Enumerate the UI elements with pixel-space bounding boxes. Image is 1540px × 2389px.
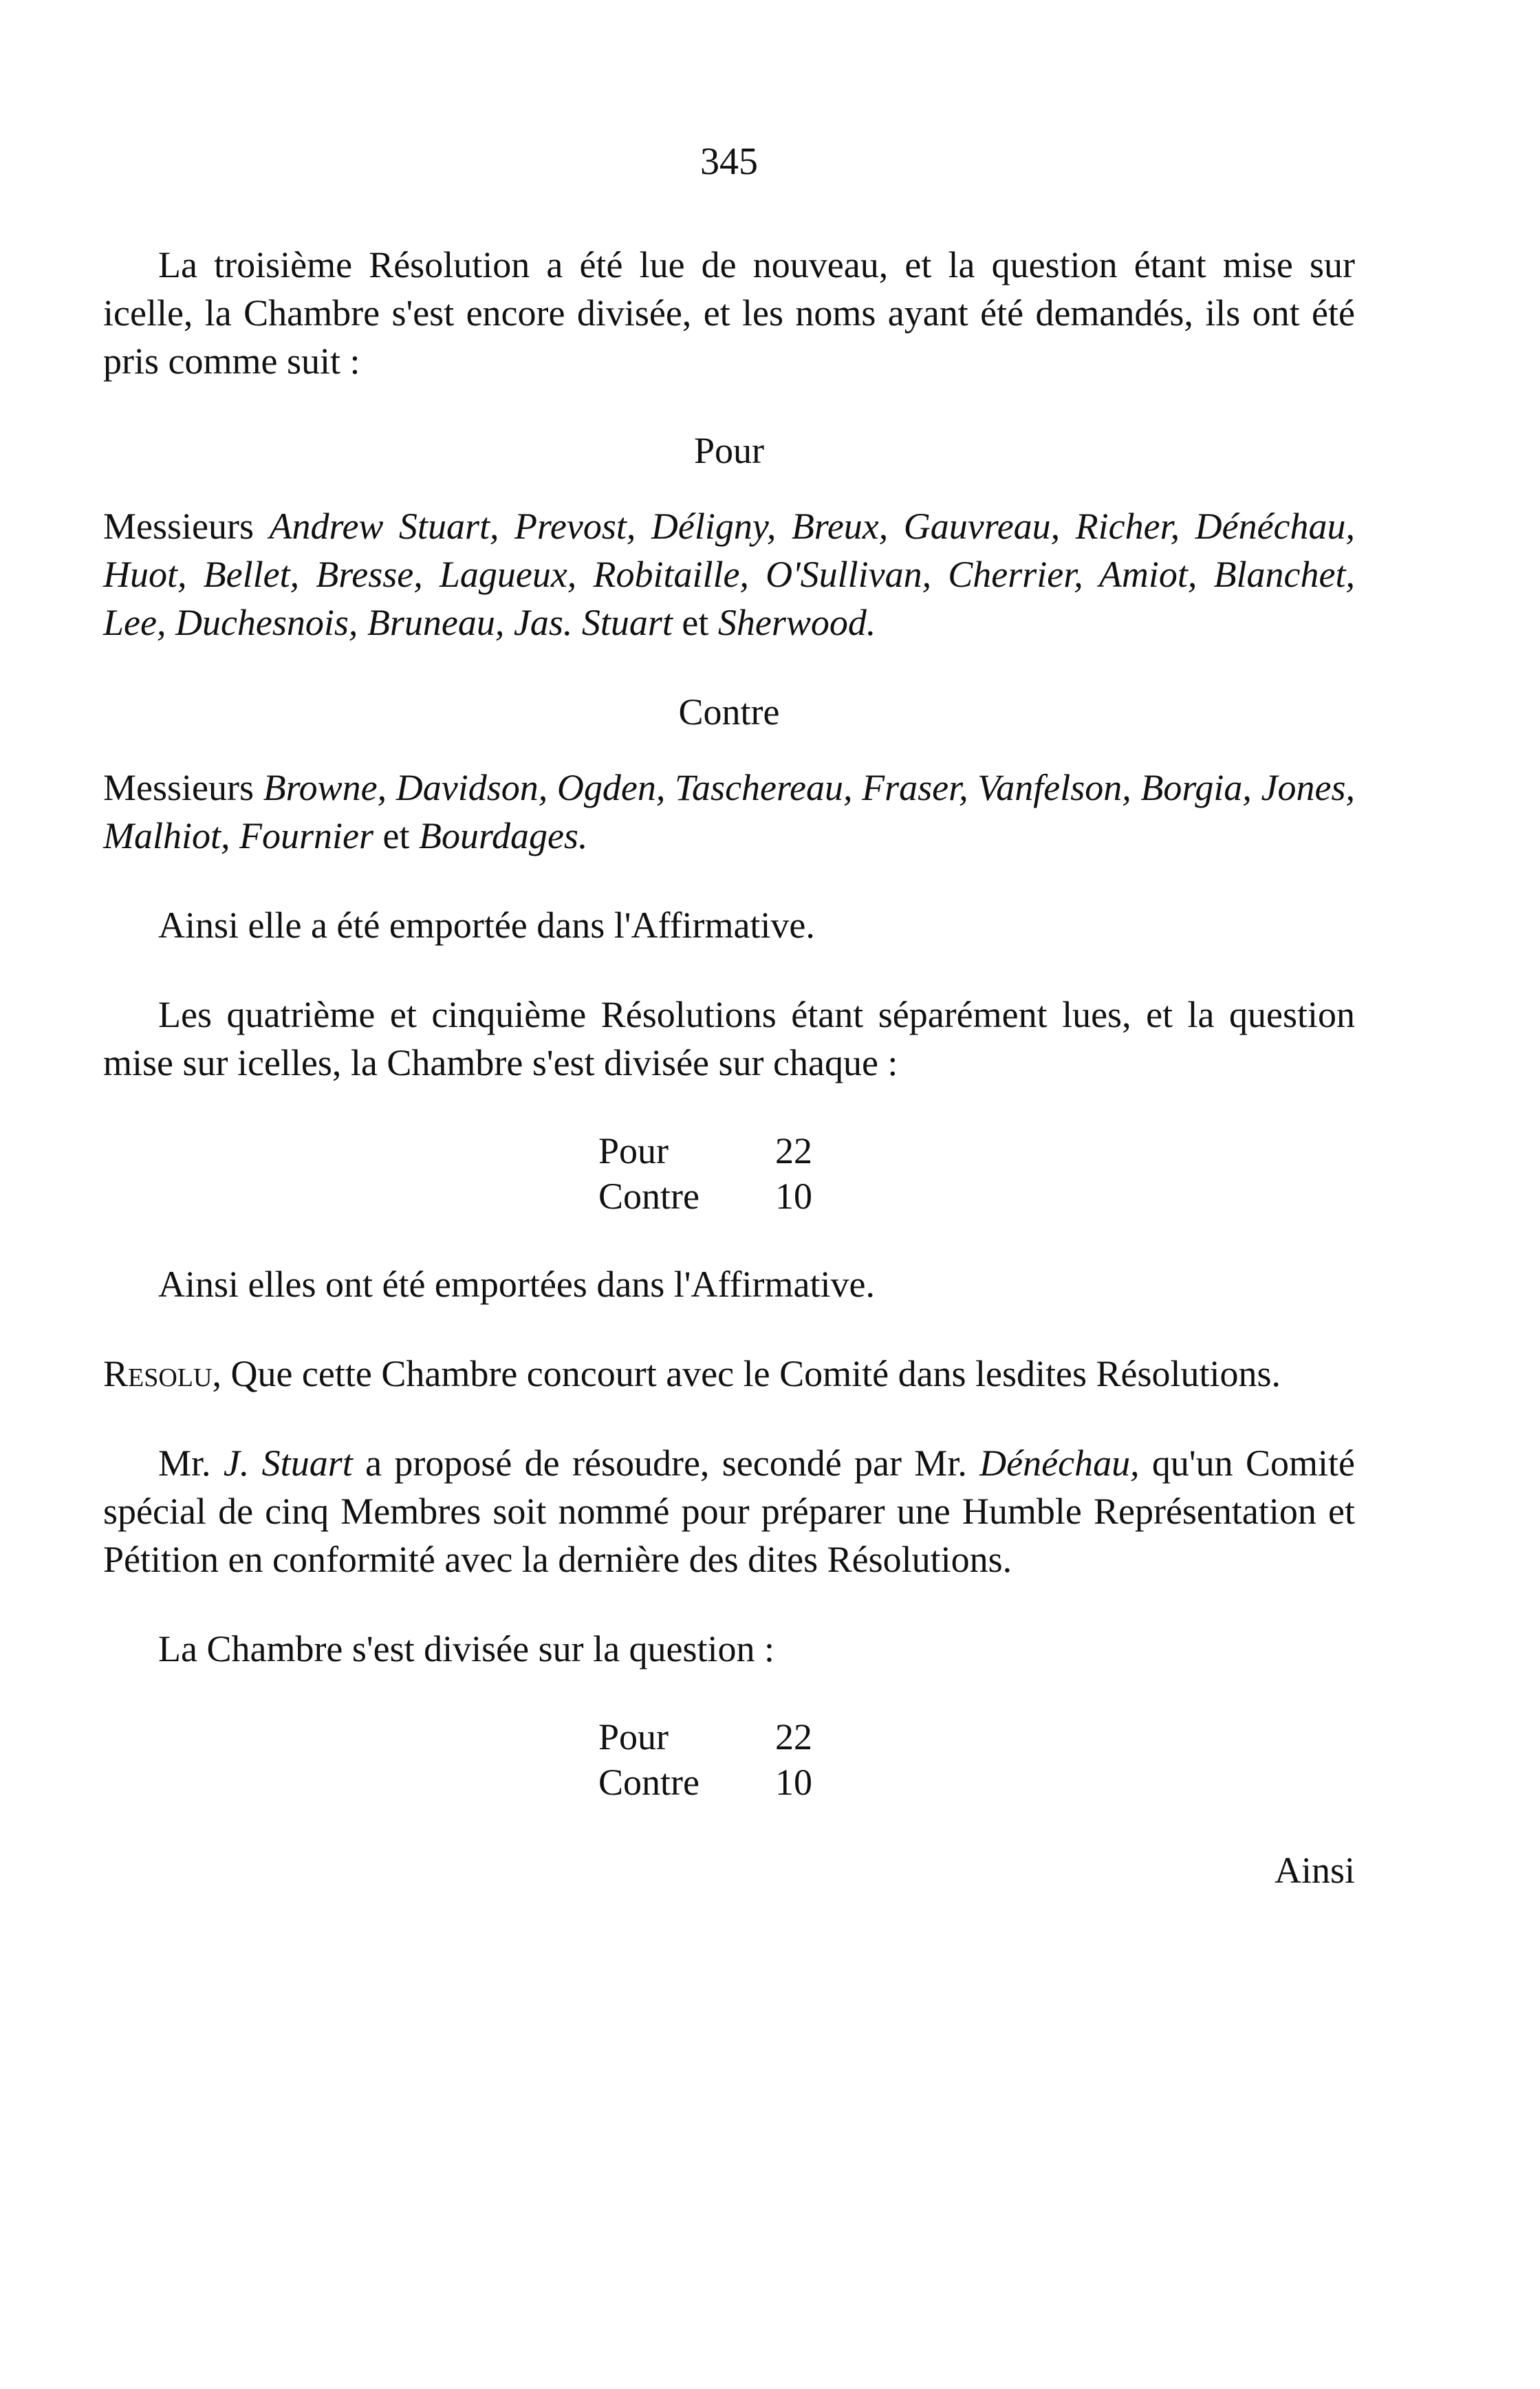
contre-names-list: [103, 764, 1355, 860]
pour-names: Andrew Stuart, Prevost, Déligny, Breux, Gauvreau, Richer, Dénéchau, Huot, Bellet, Bresse, Lagueux, Robitaille, O'Sullivan, Cherrier, Amiot, Blanchet, Lee, Duchesnois, Bruneau, Jas. Stuart: [103, 506, 1355, 643]
contre-last-name: Bourdages.: [418, 815, 588, 856]
contre-prefix: Messieurs: [103, 767, 254, 808]
pour-last-name: Sherwood.: [717, 602, 876, 643]
vote-label: Pour: [598, 1716, 669, 1758]
vote-value: 22: [774, 1716, 812, 1758]
vote-table-1: [598, 1128, 840, 1219]
pour-names-list: [103, 502, 1355, 647]
resolu-text: Que cette Chambre concourt avec le Comité dans lesdites Résolutions.: [230, 1353, 1281, 1394]
vote-table-2: [598, 1714, 840, 1805]
contre-heading: Contre: [678, 691, 780, 733]
contre-names: Browne, Davidson, Ogden, Taschereau, Fraser, Vanfelson, Borgia, Jones, Malhiot, Fournier: [103, 767, 1355, 856]
vote-value: 22: [774, 1130, 812, 1171]
pour-heading: Pour: [693, 430, 764, 471]
pour-prefix: Messieurs: [103, 506, 254, 547]
paragraph-motion: [103, 1439, 1355, 1583]
catchword: Ainsi: [1274, 1850, 1355, 1891]
paragraph-third-resolution: La troisième Résolution a été lue de nouveau, et la question étant mise sur icelle, la Chambre s'est encore divisée, et les noms ayant été demandés, ils ont été pris comme suit :: [103, 244, 1355, 382]
page-number: 345: [700, 140, 758, 183]
paragraph-affirmative-1: Ainsi elle a été emportée dans l'Affirmative.: [158, 905, 815, 946]
vote-value: 10: [774, 1176, 812, 1217]
motion-rest: qu'un Comité spécial de cinq Membres soit nommé pour préparer une Humble Représentation et Pétition en conformité avec la dernière des dites Résolutions.: [103, 1442, 1355, 1580]
contre-conj: et: [382, 815, 410, 856]
resolu-label: Resolu,: [103, 1353, 221, 1394]
vote-label: Pour: [598, 1130, 669, 1171]
vote-label: Contre: [598, 1176, 699, 1217]
paragraph-division: La Chambre s'est divisée sur la question :: [158, 1628, 775, 1669]
vote-row-pour: [598, 1714, 840, 1760]
motion-mover: J. Stuart: [223, 1442, 353, 1484]
document-page: [103, 138, 1355, 1894]
paragraph-affirmative-2: Ainsi elles ont été emportées dans l'Affirmative.: [158, 1264, 875, 1305]
motion-mid: a proposé de résoudre, secondé par Mr.: [365, 1442, 967, 1484]
paragraph-fourth-fifth-resolutions: Les quatrième et cinquième Résolutions étant séparément lues, et la question mise sur icelles, la Chambre s'est divisée sur chaque :: [103, 994, 1355, 1083]
pour-conj: et: [682, 602, 709, 643]
motion-seconder: Dénéchau,: [979, 1442, 1140, 1484]
vote-row-contre: [598, 1174, 840, 1219]
vote-row-contre: [598, 1760, 840, 1805]
resolu-paragraph: [103, 1350, 1355, 1398]
vote-row-pour: [598, 1128, 840, 1174]
motion-prefix: Mr.: [158, 1442, 211, 1484]
vote-value: 10: [774, 1762, 812, 1803]
vote-label: Contre: [598, 1762, 699, 1803]
